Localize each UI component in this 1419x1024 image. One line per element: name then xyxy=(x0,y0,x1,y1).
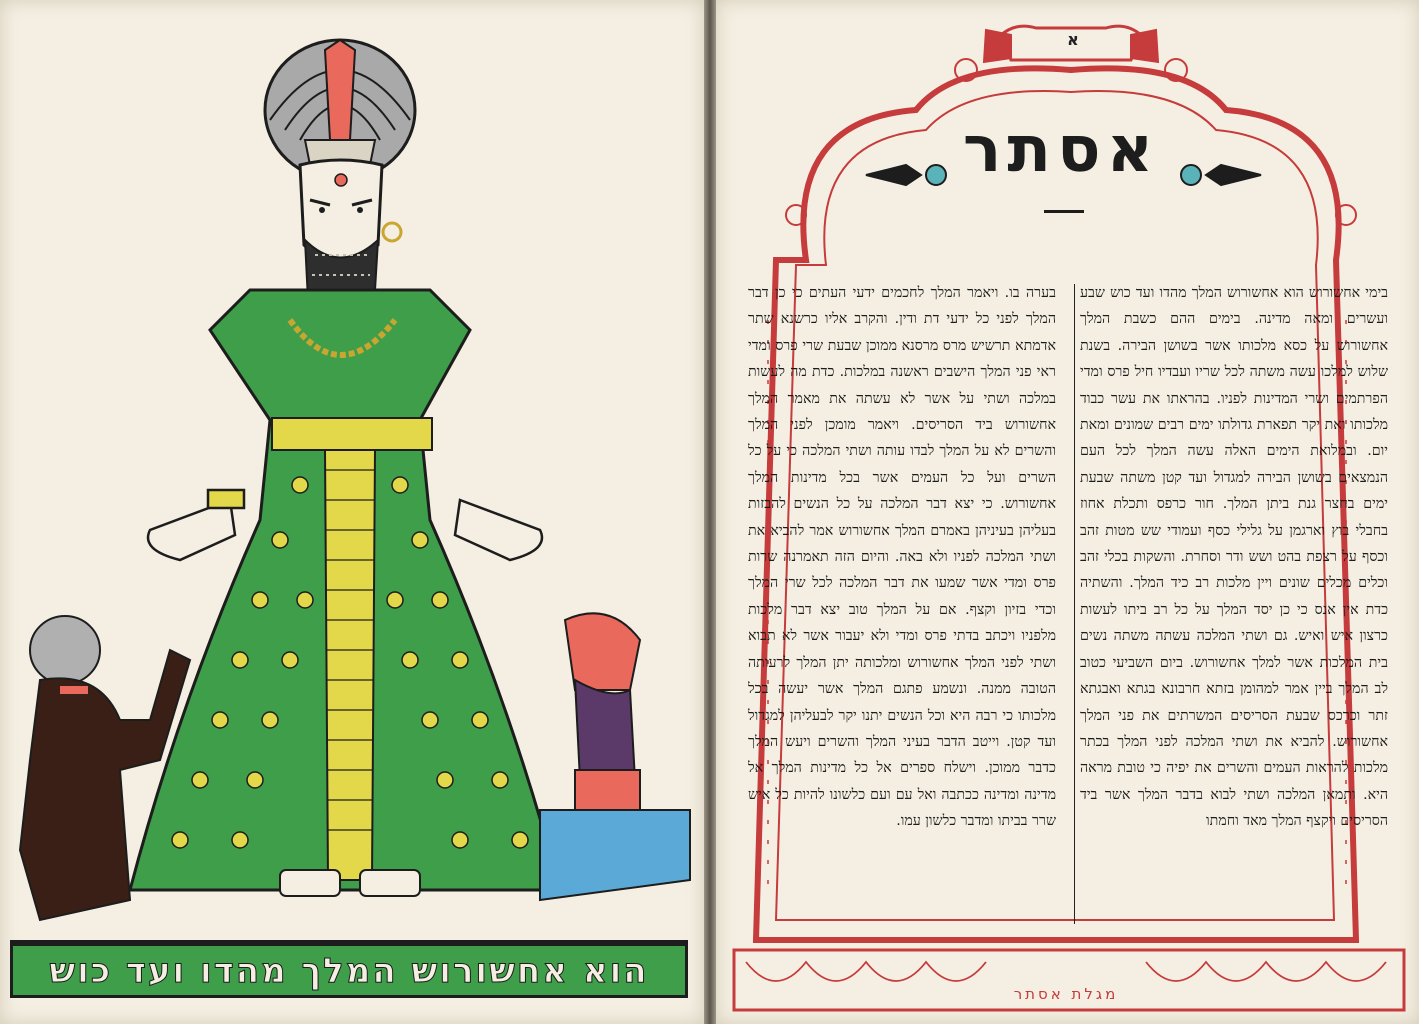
right-page xyxy=(716,0,1419,1024)
text-column-left: בערה בו. ויאמר המלך לחכמים ידעי העתים כי כן דבר המלך לפני כל ידעי דת ודין. והקרב אליו כרשנא שתר אדמתא תרשיש מרס מרסנא ממוכן שבעת שרי פרס ומדי ראי פני המלך הישבים ראשנה במלכות. כדת מה לעשות במלכה ושתי על אשר לא עשתה את מאמר המלך אחשורוש ביד הסריסים. ויאמר מומכן לפני המלך והשרים לא על המלך לבדו עותה ושתי המלכה כי על כל השרים ועל כל העמים אשר בכל מדינות המלך אחשורוש. כי יצא דבר המלכה על כל הנשים להבזות בעליהן בעיניהן באמרם המלך אחשורוש אמר להביא את ושתי המלכה לפניו ולא באה. והיום הזה תאמרנה שרות פרס ומדי אשר שמעו את דבר המלכה לכל שרי המלך וכדי בזיון וקצף. אם על המלך טוב יצא דבר מלכות מלפניו ויכתב בדתי פרס ומדי ולא יעבור אשר לא תבוא ושתי לפני המלך אחשורוש ומלכותה יתן המלך לרעותה הטובה ממנה. ונשמע פתגם המלך אשר יעשה בכל מלכותו כי רבה היא וכל הנשים יתנו יקר לבעליהן למגדול ועד קטן. וייטב הדבר בעיני המלך והשרים ויעש המלך כדבר ממוכן. וישלח ספרים אל כל מדינות המלך אל מדינה ומדינה ככתבה ואל עם ועם כלשונו להיות כל איש שרר בביתו ומדבר כלשון עמו. xyxy=(748,285,1056,830)
king-ahasuerus-illustration xyxy=(0,0,704,1024)
kneeling-servant-right xyxy=(540,613,690,900)
left-page xyxy=(0,0,704,1024)
page-title: אסתר xyxy=(962,113,1160,187)
book-gutter xyxy=(704,0,716,1024)
footer-label: מגלת אסתר xyxy=(1013,985,1119,1003)
text-column-right: בימי אחשורוש הוא אחשורוש המלך מהדו ועד כוש שבע ועשרים ומאה מדינה. בימים ההם כשבת המלך אחשורוש על כסא מלכותו אשר בשושן הבירה. בשנת שלוש למלכו עשה משתה לכל שריו ועבדיו חיל פרס ומדי הפרתמים ושרי המדינות לפניו. בהראתו את עשר כבוד מלכותו ואת יקר תפארת גדולתו ימים רבים שמונים ומאת יום. ובמלואת הימים האלה עשה המלך לכל העם הנמצאים בשושן הבירה למגדול ועד קטן משתה שבעת ימים בחצר גנת ביתן המלך. חור כרפס ותכלת אחוז בחבלי בוץ וארגמן על גלילי כסף ועמודי שש מטות זהב וכסף על רצפת בהט ושש ודר וסחרת. והשקות בכלי זהב וכלים מכלים שונים ויין מלכות רב כיד המלך. והשתיה כדת אין אנס כי כן יסד המלך על כל רב ביתו לעשות כרצון איש ואיש. גם ושתי המלכה עשתה משתה נשים בית המלכות אשר למלך אחשורוש. ביום השביעי כטוב לב המלך ביין אמר למהומן בזתא חרבונא בגתא ואבגתא זתר וכרכס שבעת הסריסים המשרתים את פני המלך אחשורוש. להביא את ושתי המלכה לפני המלך בכתר מלכות להראות העמים והשרים את יפיה כי טובת מראה היא. ותמאן המלכה ושתי לבוא בדבר המלך אשר ביד הסריסים ויקצף המלך מאד וחמתו xyxy=(1080,285,1388,830)
king-face xyxy=(300,160,401,263)
column-divider xyxy=(1074,284,1075,924)
caption-banner xyxy=(10,940,688,998)
page-number: א xyxy=(1067,30,1079,49)
caption-text: הוא אחשורוש המלך מהדו ועד כוש xyxy=(49,950,649,991)
king-robe xyxy=(130,290,560,890)
title-underline xyxy=(1044,210,1084,213)
